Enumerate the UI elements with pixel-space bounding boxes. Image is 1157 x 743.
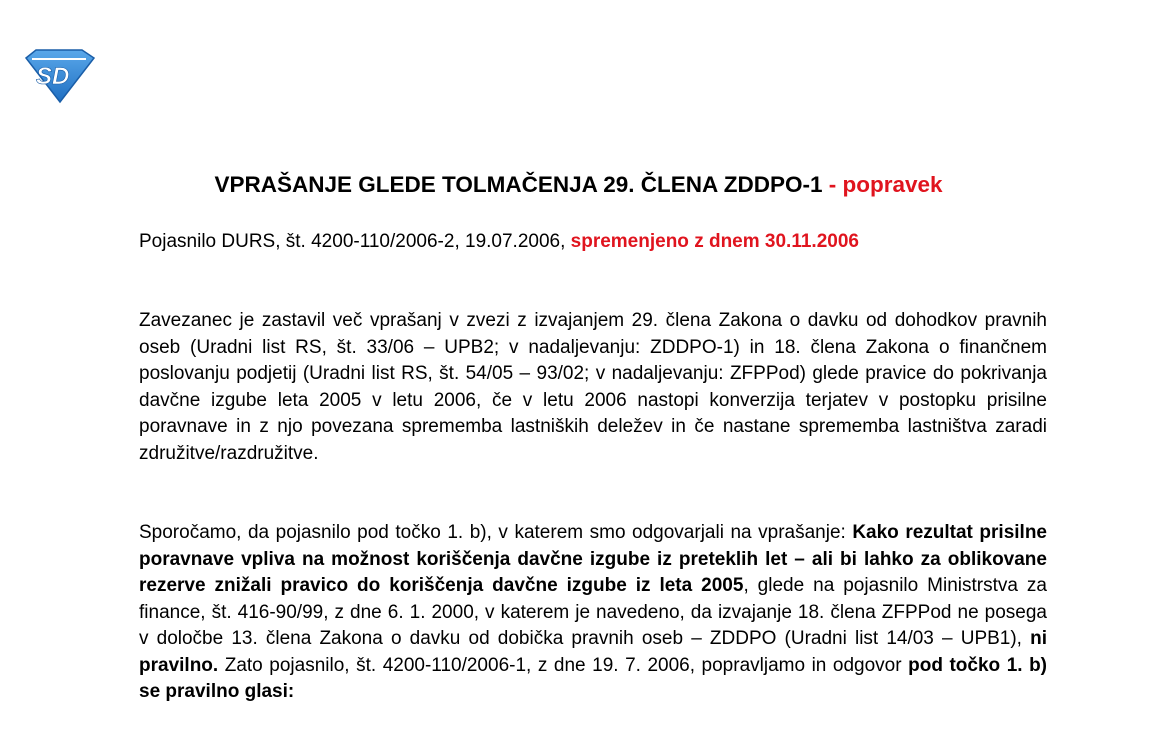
- paragraph-answer-middle: , glede na pojasnilo Ministrstva za finance, št. 416-90/99, z dne 6. 1. 2000, v katerem je navedeno, da izvajanje 18. člena ZFPPod ne posega v določbe 13. člena Zakona o davku od dobička pravnih oseb – ZDDPO (Uradni list 14/03 – UPB1),: [139, 575, 1047, 649]
- document-subtitle: [139, 228, 859, 256]
- svg-text:SD: SD: [36, 63, 70, 90]
- title-main: VPRAŠANJE GLEDE TOLMAČENJA 29. ČLENA ZDDPO-1: [214, 172, 823, 197]
- paragraph-answer: [139, 520, 1047, 706]
- document-title: [0, 170, 1157, 200]
- subtitle-changed-date: spremenjeno z dnem 30.11.2006: [570, 231, 859, 252]
- sd-diamond-logo-icon: [22, 48, 96, 104]
- title-suffix-popravek: - popravek: [822, 172, 943, 197]
- paragraph-answer-correction: Zato pojasnilo, št. 4200-110/2006-1, z dne 19. 7. 2006, popravljamo in odgovor: [224, 654, 902, 676]
- subtitle-reference: Pojasnilo DURS, št. 4200-110/2006-2, 19.07.2006,: [139, 231, 566, 252]
- paragraph-question: Zavezanec je zastavil več vprašanj v zvezi z izvajanjem 29. člena Zakona o davku od dohodkov pravnih oseb (Uradni list RS, št. 33/06 – UPB2; v nadaljevanju: ZDDPO-1) in 18. člena Zakona o finančnem poslovanju podjetij (Uradni list RS, št. 54/05 – 93/02; v nadaljevanju: ZFPPod) glede pravice do pokrivanja davčne izgube leta 2005 v letu 2006, če v letu 2006 nastopi konverzija terjatev v postopku prisilne poravnave in z njo povezana sprememba lastniških deležev in če nastane sprememba lastništva zaradi združitve/razdružitve.: [139, 310, 1047, 464]
- paragraph-answer-not-correct: ni pravilno.: [139, 628, 1047, 676]
- paragraph-answer-point-bold: pod točko 1. b) se pravilno glasi:: [139, 654, 1048, 702]
- paragraph-answer-question-bold: Kako rezultat prisilne poravnave vpliva na možnost koriščenja davčne izgube iz preteklih let – ali bi lahko za oblikovane rezerve znižali pravico do koriščenja davčne izgube iz leta 2005: [139, 522, 1047, 596]
- paragraph-answer-intro: Sporočamo, da pojasnilo pod točko 1. b), v katerem smo odgovarjali na vprašanje:: [139, 522, 846, 543]
